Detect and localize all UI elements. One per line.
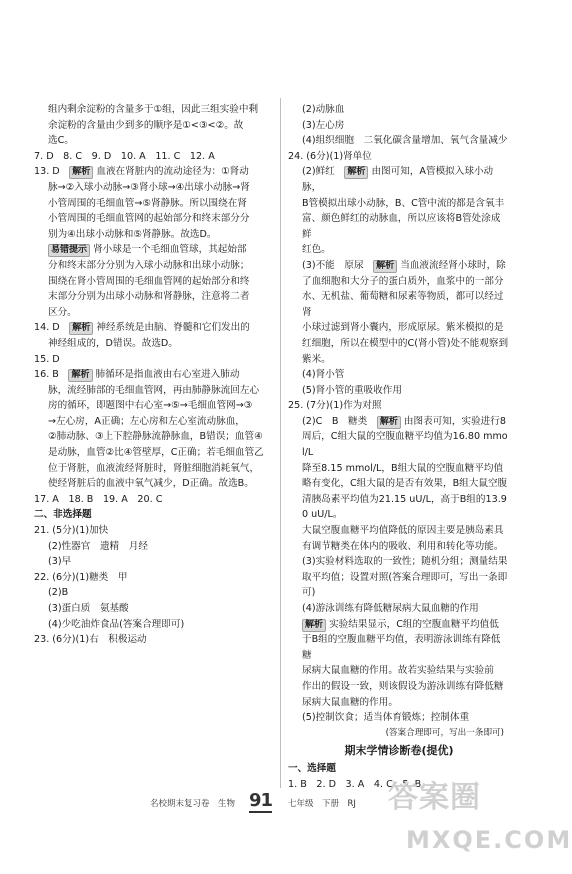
left-line: 神经组成的，D错误。故选D。: [48, 337, 178, 349]
right-line: (5)肾小管的重吸收作用: [302, 384, 402, 396]
right-line: (2)C B 糖类 解析 由图表可知，实验进行8: [302, 415, 506, 427]
right-line: (4)肾小管: [302, 369, 345, 381]
left-line: 房的循环，即题图中右心室→⑤→毛细血管网→③: [48, 400, 253, 412]
right-line: 1. B 2. D 3. A 4. C 5. B: [288, 778, 422, 790]
right-line: 解析 实验结果显示，C组的空腹血糖平均值低: [288, 617, 510, 633]
left-line: (3)早: [48, 556, 72, 568]
watermark-logo-main: 答案圈: [388, 780, 481, 815]
left-line: 脉→②入球小动脉→③肾小球→④出球小动脉→肾: [48, 181, 250, 193]
analysis-tag: 解析: [69, 322, 93, 335]
right-line: (3)不能 原尿 解析 当血液流经肾小球时，除: [302, 259, 506, 271]
left-line: 21. (5分)(1)加快: [34, 525, 109, 537]
right-column: [288, 102, 510, 792]
right-line: (5)控制饮食；适当体育锻炼；控制体重: [302, 712, 470, 724]
analysis-tag: 解析: [68, 369, 92, 382]
left-line: (3)蛋白质 氨基酸: [48, 603, 129, 614]
analysis-tag: 解析: [302, 619, 326, 632]
right-line: B管模拟出球小动脉，B、C管中流的都是含氧丰: [302, 197, 505, 209]
right-line: (4)游泳训练有降低糖尿病大鼠血糖的作用: [302, 603, 479, 614]
left-line: 16. B 解析 肺循环是指血液由右心室进入肺动: [34, 369, 240, 381]
footer-grade-info: 七年级 下册 RJ: [288, 799, 356, 809]
left-line: 23. (6分)(1)右 积极运动: [34, 634, 147, 646]
right-line: 红细胞，所以在模型中的C(肾小管)处不能观察到: [302, 337, 509, 349]
left-column: [34, 102, 272, 648]
right-line: 降至8.15 mmol/L，B组大鼠的空腹血糖平均值: [302, 462, 504, 474]
left-line: 二、非选择题: [34, 509, 92, 521]
right-line: 小球过滤到肾小囊内，形成原尿。紫米模拟的是: [302, 322, 504, 334]
right-line: (4)组织细胞 二氧化碳含量增加、氧气含量减少: [302, 135, 508, 147]
column-divider: [280, 98, 281, 788]
left-line: 小管周围的毛细血管→⑤肾静脉。所以围绕在肾: [48, 197, 247, 209]
left-line: (2)B: [48, 587, 69, 599]
right-line: (2)动脉血: [302, 104, 345, 115]
right-line: 尿病大鼠血糖的作用。: [302, 696, 398, 708]
right-line: 富、颜色鲜红的动脉血，所以应该将B管处涂成鲜: [302, 213, 501, 240]
left-line: ②肺动脉、③上下腔静脉流静脉血，B错误；血管④: [48, 431, 263, 443]
left-line: 组内剩余淀粉的含量多于①组，因此三组实验中剩: [48, 104, 259, 115]
left-line: 选C。: [48, 135, 74, 147]
analysis-tag: 解析: [344, 166, 368, 179]
right-line: 紫米。: [302, 353, 331, 365]
right-column-lines: [288, 102, 510, 792]
right-line: 尿病大鼠血糖的作用。故若实验结果与实验前: [302, 665, 494, 677]
right-line: 期末学情诊断卷(提优): [344, 744, 454, 758]
footer-book-title: 名校期末复习卷 生物: [150, 799, 236, 809]
left-line: 余淀粉的含量由少到多的顺序是①<③<②。故: [48, 119, 244, 131]
analysis-tag: 解析: [377, 416, 401, 429]
right-line: 25. (7分)(1)作为对照: [288, 400, 382, 412]
right-line: 周后，C组大鼠的空腹血糖平均值为16.80 mmol/L: [302, 431, 508, 459]
right-line: 清胰岛素平均值为21.15 uU/L，高于B组的13.90 uU/L。: [302, 493, 507, 521]
right-line: 有调节糖类在体内的吸收、利用和转化等功能。: [302, 540, 504, 552]
right-line: 24. (6分)(1)肾单位: [288, 150, 372, 162]
left-line: 22. (6分)(1)糖类 甲: [34, 571, 128, 583]
left-line: 13. D 解析 血液在肾脏内的流动途径为：①肾动: [34, 166, 249, 178]
left-line: 易错提示 肾小球是一个毛细血管球，其起始部: [34, 242, 272, 258]
left-line: 使经肾脏后的血液中氧气减少，D正确。故选B。: [48, 478, 254, 490]
left-line: 脉，流经肺部的毛细血管网，再由肺静脉流回左心: [48, 384, 260, 396]
right-line: (3)实验材料选取的一致性；随机分组；测量结果: [302, 556, 508, 568]
right-line: 取平均值；设置对照(答案合理即可，写出一条即可): [302, 571, 508, 599]
left-line: 末部分分别为出球小动脉和肾静脉，注意将二者: [48, 291, 250, 303]
left-line: (4)少吃油炸食品(答案合理即可): [48, 618, 185, 630]
right-line: (3)左心房: [302, 119, 345, 131]
right-line: 作出的假设一致，则该假设为游泳训练有降低糖: [302, 680, 504, 692]
right-line: 大鼠空腹血糖平均值降低的原因主要是胰岛素具: [302, 525, 504, 537]
watermark-logo: [388, 772, 572, 872]
right-line: 了血细胞和大分子的蛋白质外，血浆中的一部分: [302, 275, 504, 287]
right-line: 水、无机盐、葡萄糖和尿素等物质，都可以经过肾: [302, 291, 504, 318]
right-line: 红色。: [302, 244, 331, 256]
left-line: 7. D 8. C 9. D 10. A 11. C 12. A: [34, 150, 215, 162]
left-line: 区分。: [48, 306, 77, 318]
left-line: 围绕在肾小管周围的毛细血管网的起始部分和终: [48, 275, 250, 287]
right-line: 于B组的空腹血糖平均值，表明游泳训练有降低糖: [302, 634, 501, 661]
left-line: 14. D 解析 神经系统是由脑、脊髓和它们发出的: [34, 322, 250, 334]
watermark-logo-sub: MXQE.COM: [406, 826, 572, 854]
page-number: 91: [249, 790, 273, 811]
left-line: 小管周围的毛细血管网的起始部分和终末部分分: [48, 213, 250, 225]
left-line: 是动脉，血管②比④管壁厚，C正确；若毛细血管乙: [48, 447, 264, 459]
analysis-tag: 解析: [69, 166, 93, 179]
analysis-tag: 易错提示: [48, 244, 90, 257]
analysis-tag: 解析: [373, 260, 397, 273]
left-line: 别为④出球小动脉和⑤肾静脉。故选D。: [48, 228, 217, 240]
right-line: (2)鲜红 解析 由图可知，A管模拟入球小动脉，: [302, 166, 494, 193]
left-line: (2)性器官 遗精 月经: [48, 540, 148, 552]
right-line: 略有变化，C组大鼠的是否有效果，B组大鼠空腹: [302, 478, 508, 490]
left-line: 17. A 18. B 19. A 20. C: [34, 493, 163, 505]
left-line: 15. D: [34, 353, 60, 365]
left-line: 分和终末部分分别为入球小动脉和出球小动脉；: [48, 259, 250, 271]
left-column-lines: [34, 102, 272, 648]
right-line: 一、选择题: [288, 762, 336, 774]
left-line: 位于肾脏，血液流经肾脏时，肾脏细胞消耗氧气，: [48, 462, 260, 474]
left-line: →左心房，A正确；左心房和左心室流动脉血，: [48, 415, 245, 427]
right-line: (答案合理即可，写出一条即可): [385, 727, 504, 738]
page-footer: [110, 791, 430, 813]
